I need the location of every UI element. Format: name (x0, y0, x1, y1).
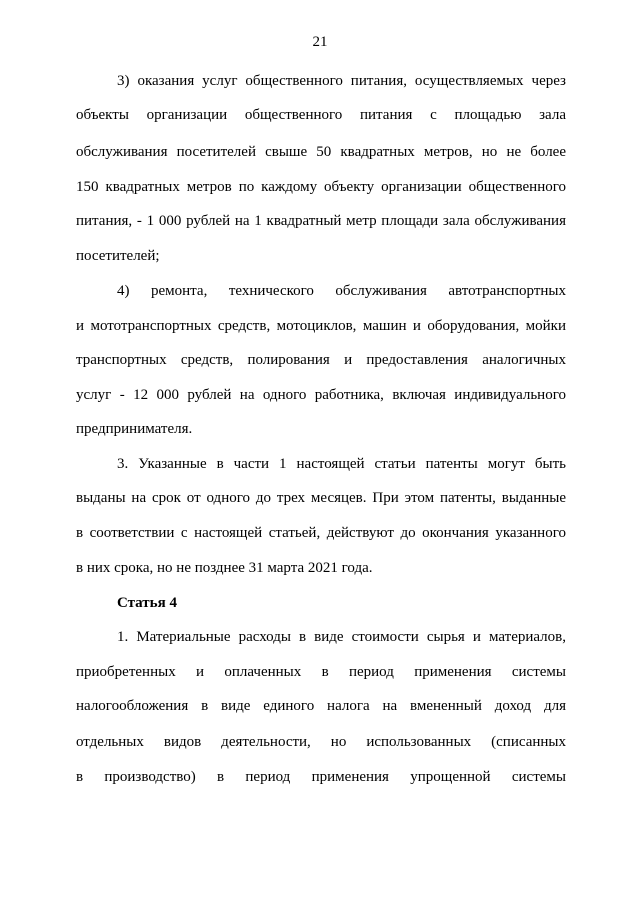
text-line: в соответствии с настоящей статьей, действуют до окончания указанного (76, 525, 566, 541)
text-line: объекты организации общественного питания с площадью зала (76, 107, 566, 123)
text-line: отдельных видов деятельности, но использованных (списанных (76, 734, 566, 750)
text-line: посетителей; (76, 248, 160, 264)
text-line: налогообложения в виде единого налога на вмененный доход для (76, 698, 566, 714)
text-line: транспортных средств, полирования и предоставления аналогичных (76, 352, 566, 368)
text-line: 1. Материальные расходы в виде стоимости сырья и материалов, (117, 629, 566, 645)
text-line: 150 квадратных метров по каждому объекту организации общественного (76, 179, 566, 195)
text-line: 4) ремонта, технического обслуживания автотранспортных (117, 283, 566, 299)
text-line: 3. Указанные в части 1 настоящей статьи патенты могут быть (117, 456, 566, 472)
text-line: 3) оказания услуг общественного питания, осуществляемых через (117, 73, 566, 89)
text-line: питания, - 1 000 рублей на 1 квадратный метр площади зала обслуживания (76, 213, 566, 229)
text-line: приобретенных и оплаченных в период применения системы (76, 664, 566, 680)
text-line: услуг - 12 000 рублей на одного работника, включая индивидуального (76, 387, 566, 403)
text-line: выданы на срок от одного до трех месяцев. При этом патенты, выданные (76, 490, 566, 506)
text-line: предпринимателя. (76, 421, 193, 437)
text-line: обслуживания посетителей свыше 50 квадратных метров, но не более (76, 144, 566, 160)
page-number: 21 (312, 34, 328, 50)
article-heading: Статья 4 (117, 595, 177, 611)
text-line: в них срока, но не позднее 31 марта 2021 года. (76, 560, 373, 576)
text-line: и мототранспортных средств, мотоциклов, машин и оборудования, мойки (76, 318, 566, 334)
text-line: в производство) в период применения упрощенной системы (76, 769, 566, 785)
